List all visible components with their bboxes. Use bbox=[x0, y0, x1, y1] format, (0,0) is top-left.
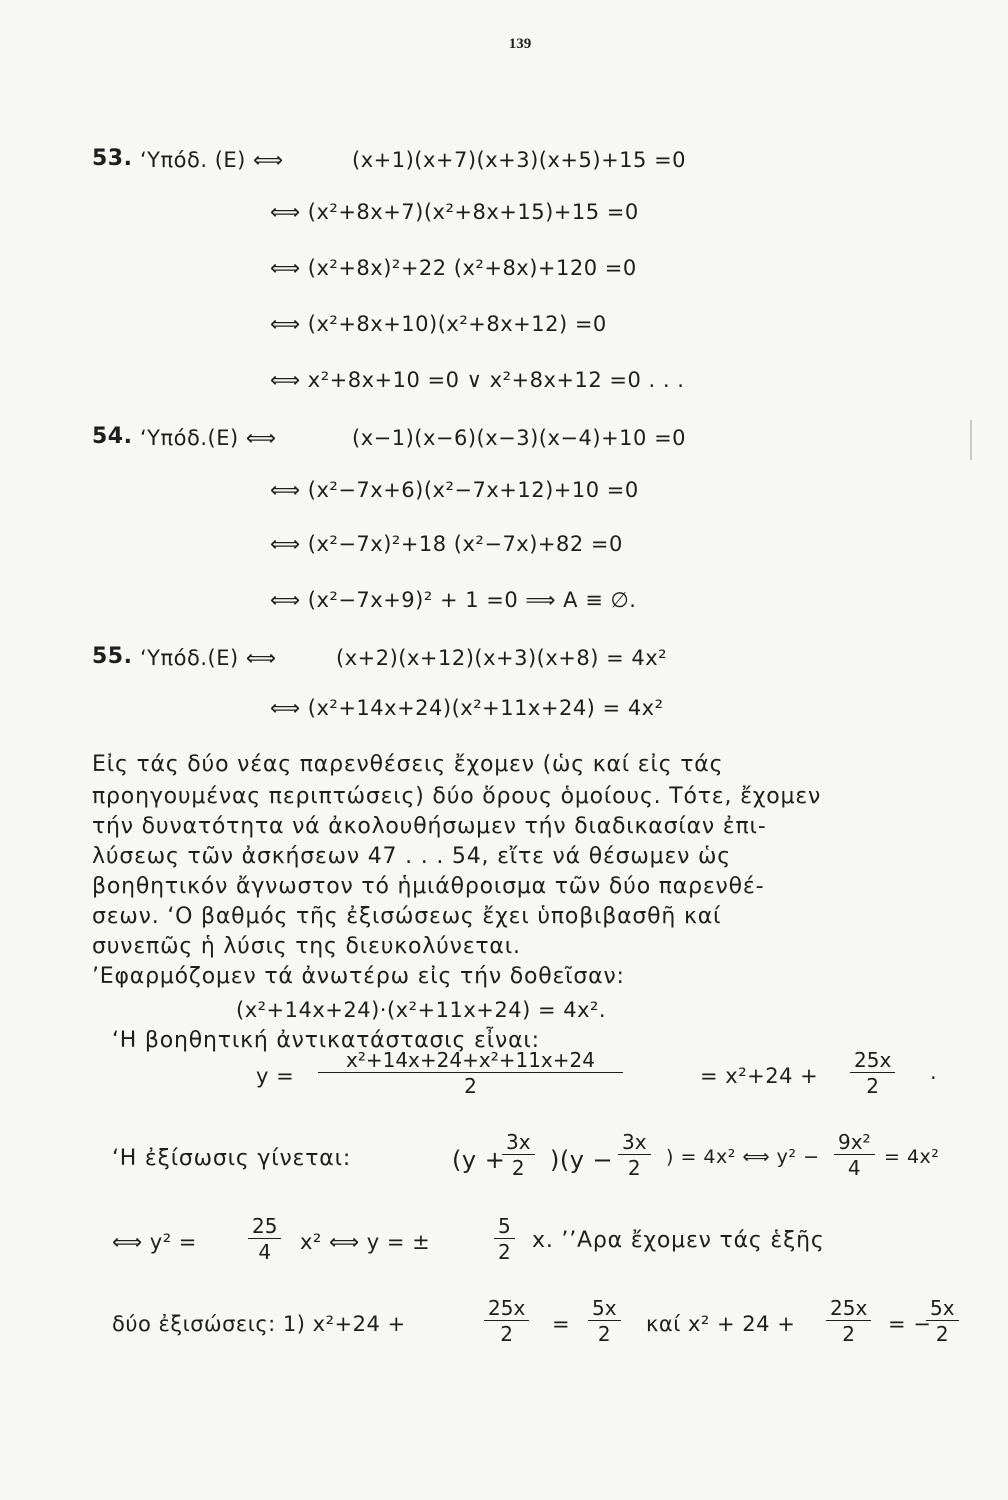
given-equation: (x²+14x+24)·(x²+11x+24) = 4x². bbox=[236, 998, 607, 1022]
fraction-numerator: x²+14x+24+x²+11x+24 bbox=[318, 1048, 623, 1073]
problem-number: 53. bbox=[92, 146, 133, 171]
aux-heading: ‘Η βοηθητική ἀντικατάστασις εἶναι: bbox=[112, 1028, 540, 1053]
two-equals: = bbox=[552, 1312, 571, 1336]
fraction-numerator: 5x bbox=[926, 1296, 959, 1321]
res-start: ⟺ y² = bbox=[112, 1230, 197, 1254]
equation-line: ⟺ (x²−7x)²+18 (x²−7x)+82 =0 bbox=[270, 532, 623, 556]
aux-rhs-fraction bbox=[850, 1048, 895, 1099]
fraction-denominator: 2 bbox=[866, 1074, 880, 1098]
fraction-denominator: 2 bbox=[935, 1322, 949, 1346]
equation-line: ⟺ x²+8x+10 =0 ∨ x²+8x+12 =0 . . . bbox=[270, 368, 685, 392]
fraction-numerator: 9x² bbox=[834, 1130, 875, 1155]
problem-number: 54. bbox=[92, 424, 133, 449]
fraction-numerator: 25x bbox=[826, 1296, 871, 1321]
two-minus: = − bbox=[888, 1312, 932, 1336]
equation-line: (x−1)(x−6)(x−3)(x−4)+10 =0 bbox=[352, 426, 687, 450]
two-start: δύο ἐξισώσεις: 1) x²+24 + bbox=[112, 1312, 406, 1336]
fraction-denominator: 2 bbox=[627, 1156, 641, 1180]
two-fraction-4 bbox=[926, 1296, 959, 1347]
text-line: βοηθητικόν ἄγνωστον τό ἡμιάθροισμα τῶν δύο παρενθέ- bbox=[92, 874, 765, 899]
fraction-numerator: 25x bbox=[850, 1048, 895, 1073]
aux-end: . bbox=[930, 1060, 938, 1084]
eq-open: (y + bbox=[452, 1146, 506, 1174]
fraction-denominator: 4 bbox=[258, 1240, 272, 1264]
equation-line: ⟺ (x²−7x+6)(x²−7x+12)+10 =0 bbox=[270, 478, 639, 502]
aux-y: y = bbox=[256, 1064, 295, 1088]
fraction-numerator: 25x bbox=[484, 1296, 529, 1321]
text-line: ’Εφαρμόζομεν τά ἀνωτέρω εἰς τήν δοθεῖσαν: bbox=[92, 964, 625, 989]
equation-line: ⟺ (x²+8x+7)(x²+8x+15)+15 =0 bbox=[270, 200, 639, 224]
fraction-numerator: 3x bbox=[618, 1130, 651, 1155]
problem-number: 55. bbox=[92, 644, 133, 669]
fraction-numerator: 25 bbox=[248, 1214, 281, 1239]
text-line: τήν δυνατότητα νά ἀκολουθήσωμεν τήν διαδικασίαν ἐπι- bbox=[92, 814, 767, 839]
aux-rhs: = x²+24 + bbox=[700, 1064, 819, 1088]
eq-close: ) = 4x² ⟺ y² − bbox=[666, 1146, 820, 1168]
two-fraction-1 bbox=[484, 1296, 529, 1347]
fraction-denominator: 2 bbox=[498, 1240, 511, 1264]
equation-line: ⟺ (x²+14x+24)(x²+11x+24) = 4x² bbox=[270, 696, 664, 720]
eq-heading: ‘Η ἐξίσωσις γίνεται: bbox=[112, 1146, 352, 1171]
fraction-denominator: 2 bbox=[597, 1322, 611, 1346]
text-line: προηγουμένας περιπτώσεις) δύο ὅρους ὁμοίους. Τότε, ἔχομεν bbox=[92, 784, 822, 809]
fraction-denominator: 2 bbox=[500, 1322, 514, 1346]
equation-line: (x+1)(x+7)(x+3)(x+5)+15 =0 bbox=[352, 148, 687, 172]
text-line: Εἰς τάς δύο νέας παρενθέσεις ἔχομεν (ὡς καί εἰς τάς bbox=[92, 752, 724, 777]
hypothesis-label: ‘Υπόδ.(Ε) ⟺ bbox=[140, 426, 277, 450]
eq-middle: )(y − bbox=[550, 1146, 614, 1174]
res-fraction-1 bbox=[248, 1214, 281, 1265]
fraction-denominator: 2 bbox=[511, 1156, 525, 1180]
fraction-numerator: 5 bbox=[494, 1214, 515, 1239]
equation-line: ⟺ (x²−7x+9)² + 1 =0 ⟹ A ≡ ∅. bbox=[270, 588, 637, 612]
text-line: σεων. ‘Ο βαθμός τῆς ἐξισώσεως ἔχει ὑποβιβασθῆ καί bbox=[92, 904, 722, 929]
equation-line: (x+2)(x+12)(x+3)(x+8) = 4x² bbox=[336, 646, 668, 670]
hypothesis-label: ‘Υπόδ. (Ε) ⟺ bbox=[140, 148, 284, 172]
equation-line: ⟺ (x²+8x+10)(x²+8x+12) =0 bbox=[270, 312, 607, 336]
eq-tail: = 4x² bbox=[884, 1146, 940, 1168]
page-number: 139 bbox=[508, 36, 532, 52]
two-middle: καί x² + 24 + bbox=[646, 1312, 796, 1336]
res-fraction-2 bbox=[494, 1214, 515, 1265]
scan-edge-mark bbox=[970, 420, 972, 460]
text-line: λύσεως τῶν ἀσκήσεων 47 . . . 54, εἴτε νά θέσωμεν ὡς bbox=[92, 844, 731, 869]
fraction-numerator: 3x bbox=[502, 1130, 535, 1155]
two-fraction-2 bbox=[588, 1296, 621, 1347]
eq-fraction-2 bbox=[618, 1130, 651, 1181]
fraction-denominator: 4 bbox=[847, 1156, 861, 1180]
fraction-denominator: 2 bbox=[464, 1074, 477, 1098]
text-line: συνεπῶς ἡ λύσις της διευκολύνεται. bbox=[92, 934, 521, 959]
fraction-denominator: 2 bbox=[842, 1322, 856, 1346]
equation-line: ⟺ (x²+8x)²+22 (x²+8x)+120 =0 bbox=[270, 256, 637, 280]
res-middle: x² ⟺ y = ± bbox=[300, 1230, 431, 1254]
aux-fraction bbox=[318, 1048, 623, 1099]
eq-fraction-3 bbox=[834, 1130, 875, 1181]
two-fraction-3 bbox=[826, 1296, 871, 1347]
hypothesis-label: ‘Υπόδ.(Ε) ⟺ bbox=[140, 646, 277, 670]
fraction-numerator: 5x bbox=[588, 1296, 621, 1321]
eq-fraction-1 bbox=[502, 1130, 535, 1181]
res-end: x. ’’Αρα ἔχομεν τάς ἑξῆς bbox=[532, 1228, 825, 1253]
